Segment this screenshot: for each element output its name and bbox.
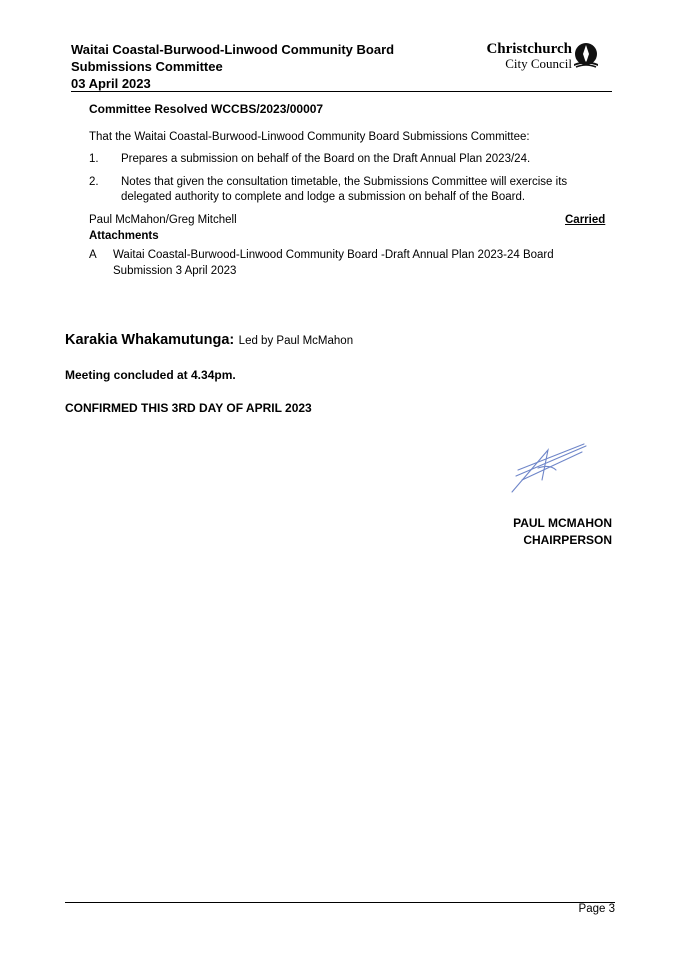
logo-text-line1: Christchurch xyxy=(486,41,572,57)
attachments-heading: Attachments xyxy=(89,230,159,242)
committee-name: Submissions Committee xyxy=(71,59,223,74)
attachment-title-continued: Submission 3 April 2023 xyxy=(113,265,237,277)
meeting-concluded: Meeting concluded at 4.34pm. xyxy=(65,368,236,382)
footer-rule xyxy=(65,902,615,903)
resolution-item-number: 2. xyxy=(89,176,99,188)
meeting-date: 03 April 2023 xyxy=(71,76,151,91)
header-rule xyxy=(71,91,612,92)
karakia-leader: Led by Paul McMahon xyxy=(238,335,354,347)
resolution-title: Committee Resolved WCCBS/2023/00007 xyxy=(89,102,324,116)
resolution-item-text: Prepares a submission on behalf of the Board on the Draft Annual Plan 2023/24. xyxy=(121,153,531,165)
board-name: Waitai Coastal-Burwood-Linwood Community Board xyxy=(71,42,395,57)
chairperson-title: CHAIRPERSON xyxy=(523,533,612,547)
resolution-intro: That the Waitai Coastal-Burwood-Linwood Community Board Submissions Committee: xyxy=(89,131,530,143)
chairperson-name: PAUL MCMAHON xyxy=(513,516,612,530)
resolution-item-text: Notes that given the consultation timetable, the Submissions Committee will exercise its xyxy=(121,176,568,188)
logo-text-line2: City Council xyxy=(505,56,572,71)
chairperson-signature xyxy=(508,440,590,495)
carried-status: Carried xyxy=(565,214,606,226)
attachment-title: Waitai Coastal-Burwood-Linwood Community Board -Draft Annual Plan 2023-24 Board xyxy=(113,249,554,261)
resolution-item-number: 1. xyxy=(89,153,99,165)
cathedral-icon xyxy=(572,42,600,69)
confirmed-date: CONFIRMED THIS 3RD DAY OF APRIL 2023 xyxy=(65,401,312,415)
movers: Paul McMahon/Greg Mitchell xyxy=(89,214,237,226)
attachment-letter: A xyxy=(89,249,97,261)
karakia-line xyxy=(65,331,353,349)
karakia-label: Karakia Whakamutunga: xyxy=(65,332,235,348)
council-logo xyxy=(470,41,610,71)
resolution-item-text-continued: delegated authority to complete and lodge a submission on behalf of the Board. xyxy=(121,191,526,203)
page-number: Page 3 xyxy=(578,903,615,915)
